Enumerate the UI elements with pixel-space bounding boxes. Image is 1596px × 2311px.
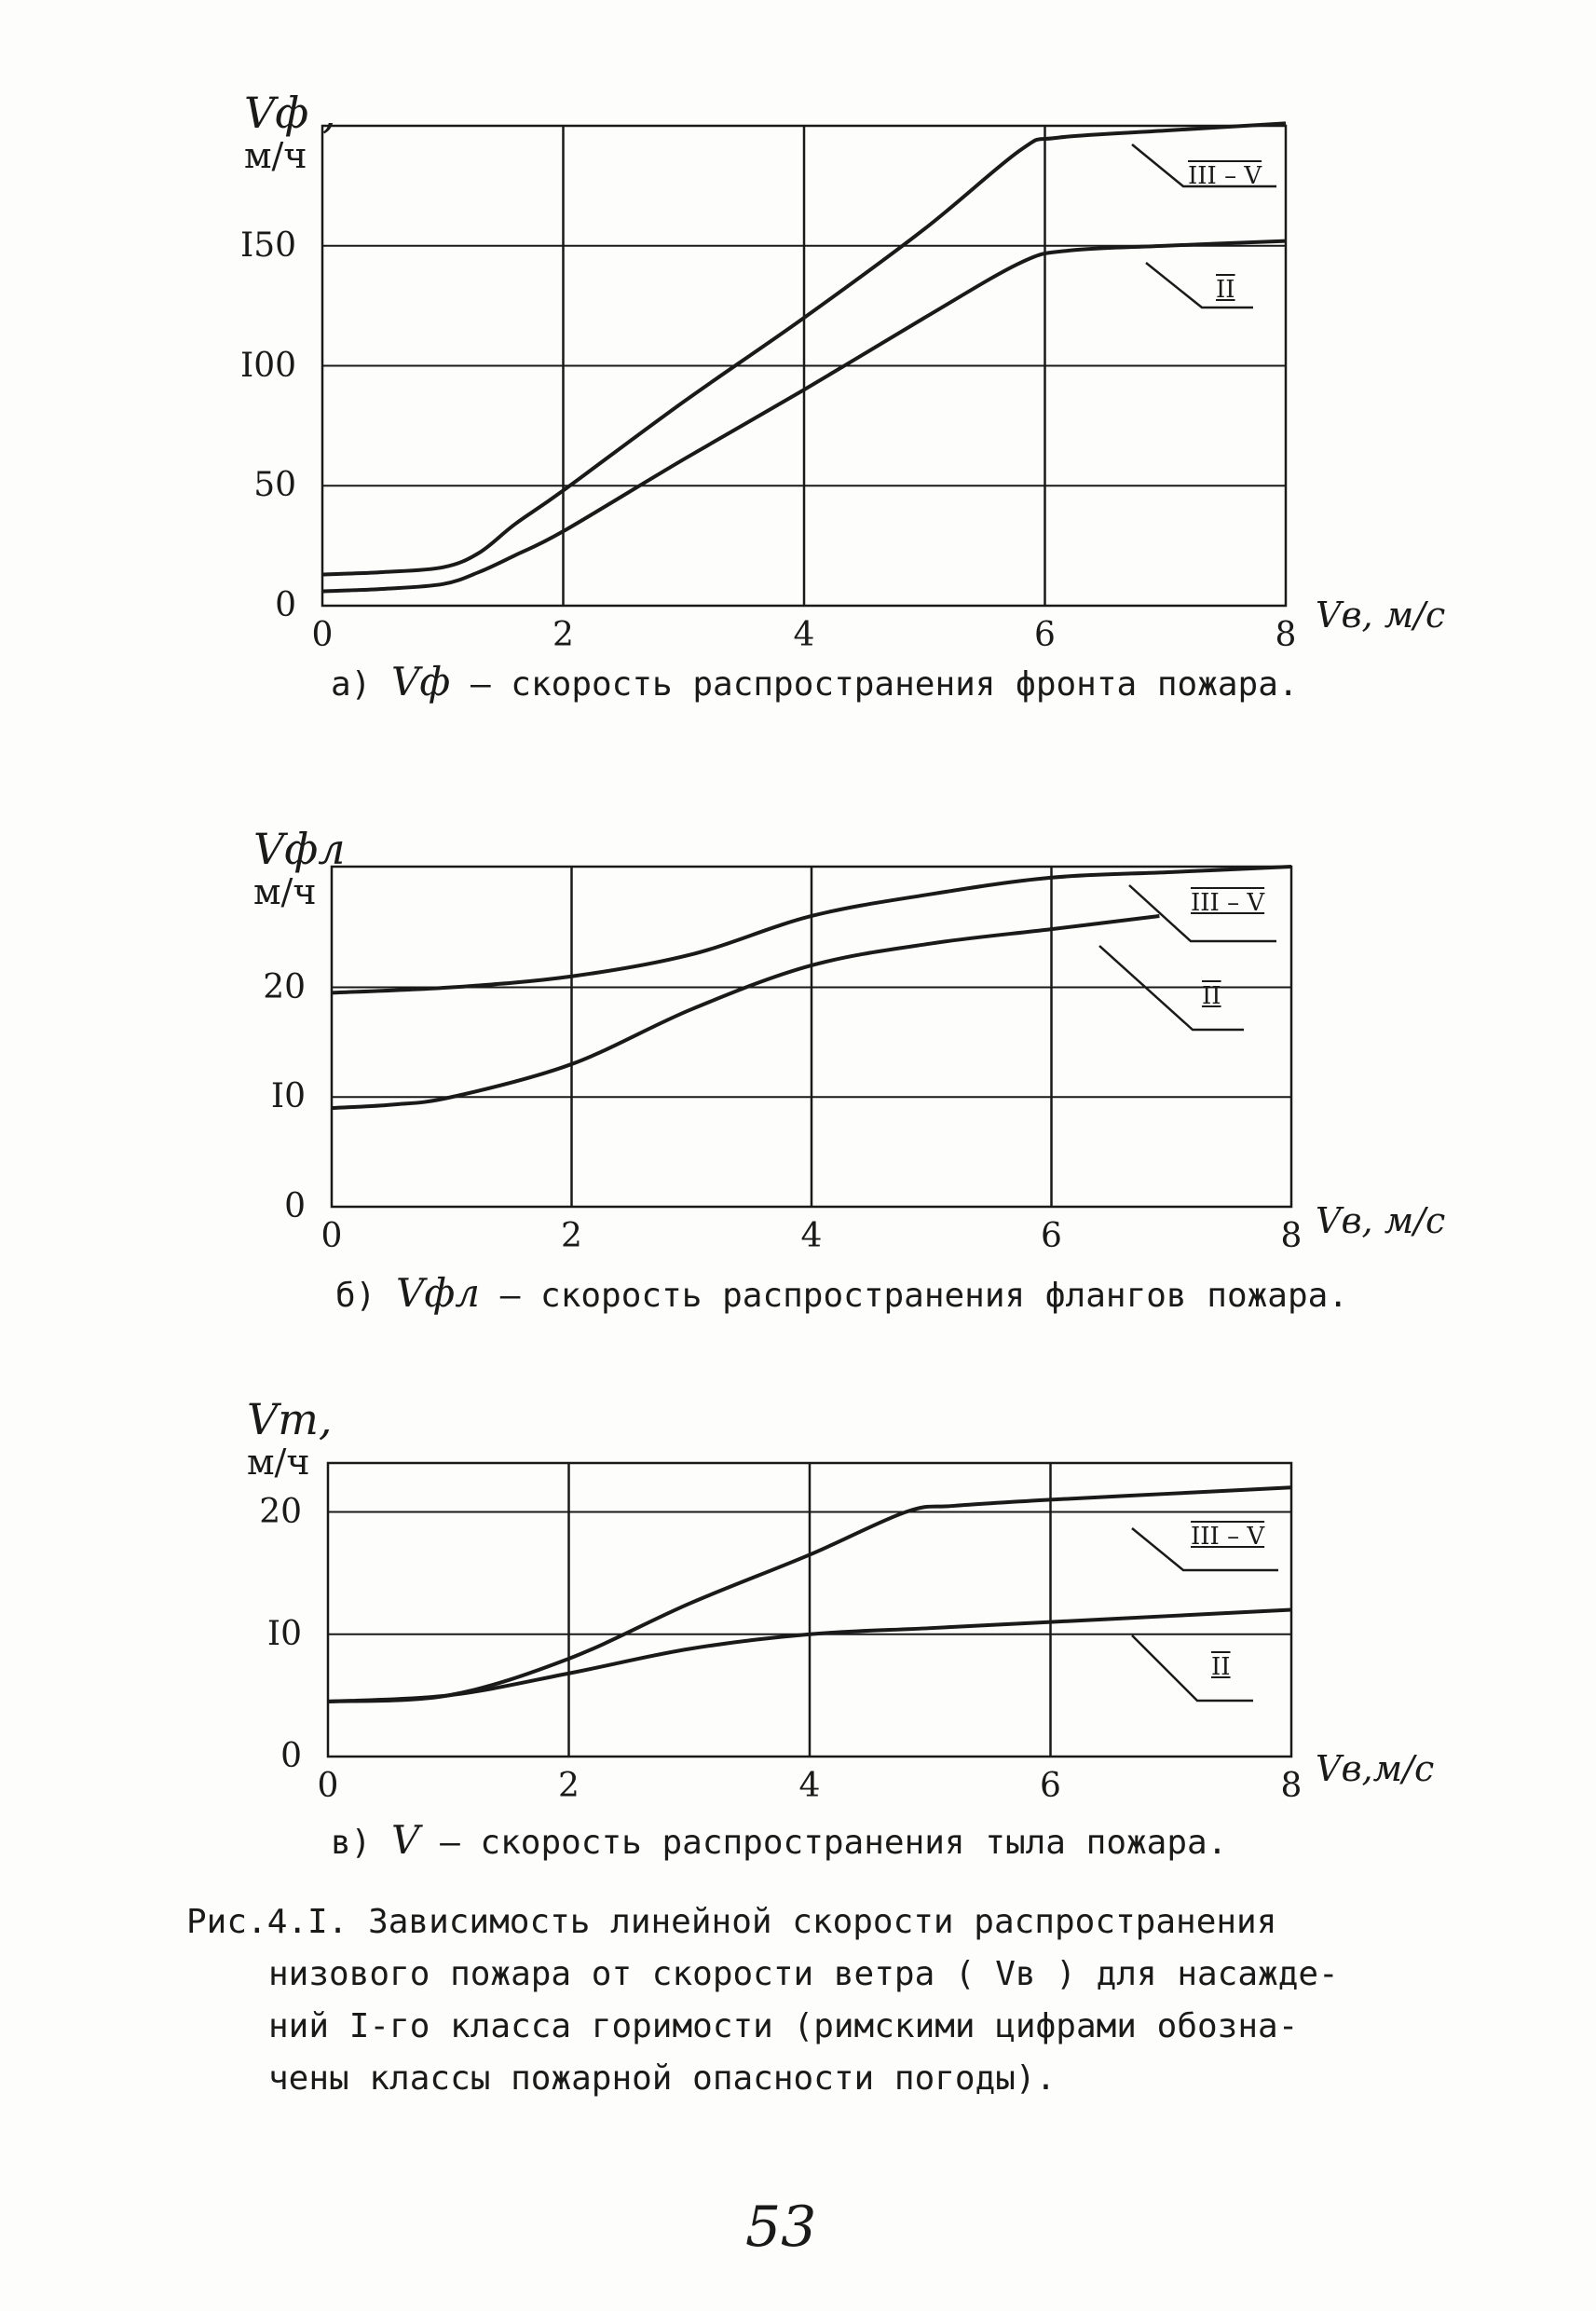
y-axis-label-c: Vт, м/ч xyxy=(247,1394,333,1483)
x-axis-label-a: Vв, м/с xyxy=(1316,595,1446,636)
series-label: II xyxy=(1202,982,1221,1010)
panel-caption-a: а) Vф – скорость распространения фронта пожара. xyxy=(331,659,1299,704)
y-tick-label: 0 xyxy=(280,1737,302,1775)
figure-caption-line: низового пожара от скорости ветра ( Vв ) для насажде- xyxy=(268,1955,1339,1993)
y-tick-label: 20 xyxy=(263,967,306,1006)
x-tick-label: 2 xyxy=(558,1767,580,1805)
y-tick-label: 50 xyxy=(253,466,296,505)
x-tick-label: 0 xyxy=(317,1767,339,1805)
x-tick-label: 0 xyxy=(321,1217,343,1255)
x-axis-label-c: Vв,м/с xyxy=(1316,1748,1435,1789)
y-axis-label-b: Vфл м/ч xyxy=(253,824,346,912)
x-tick-label: 6 xyxy=(1040,1767,1061,1805)
series-label: II xyxy=(1211,1653,1231,1681)
x-tick-label: 8 xyxy=(1280,1767,1303,1805)
y-tick-label: I0 xyxy=(270,1077,306,1116)
x-tick-label: 8 xyxy=(1275,616,1297,654)
x-tick-label: 4 xyxy=(798,1767,821,1805)
figure-caption-line: Рис.4.I. Зависимость линейной скорости распространения xyxy=(186,1903,1277,1941)
series-label: III – V xyxy=(1191,1523,1265,1551)
figure-caption xyxy=(186,1896,1398,2105)
x-tick-label: 6 xyxy=(1041,1217,1062,1255)
x-tick-label: 2 xyxy=(561,1217,582,1255)
series-leader-line xyxy=(1132,1635,1253,1701)
page-number: 53 xyxy=(745,2195,817,2260)
x-tick-label: 4 xyxy=(793,616,815,654)
figure-caption-line: чены классы пожарной опасности погоды). xyxy=(268,2059,1057,2098)
series-label: III – V xyxy=(1191,889,1265,917)
y-tick-label: I00 xyxy=(239,346,296,385)
x-tick-label: 2 xyxy=(552,616,574,654)
x-axis-label-b: Vв, м/с xyxy=(1316,1200,1446,1241)
x-tick-label: 6 xyxy=(1034,616,1056,654)
y-tick-label: I50 xyxy=(239,226,296,265)
y-tick-label: 0 xyxy=(275,586,296,624)
y-axis-label-a: Vф , м/ч xyxy=(244,88,336,176)
x-tick-label: 0 xyxy=(311,616,334,654)
panel-caption-b: б) Vфл – скорость распространения флангов пожара. xyxy=(335,1270,1348,1316)
y-tick-label: 0 xyxy=(284,1187,306,1225)
series-label: II xyxy=(1216,276,1235,304)
figure-caption-line: ний I-го класса горимости (римскими цифрами обозна- xyxy=(268,2007,1299,2045)
y-tick-label: 20 xyxy=(259,1492,302,1531)
series-label: III – V xyxy=(1188,162,1262,190)
x-tick-label: 8 xyxy=(1280,1217,1303,1255)
x-tick-label: 4 xyxy=(800,1217,823,1255)
panel-caption-c: в) V – скорость распространения тыла пожара. xyxy=(331,1817,1228,1863)
y-tick-label: I0 xyxy=(266,1614,302,1653)
